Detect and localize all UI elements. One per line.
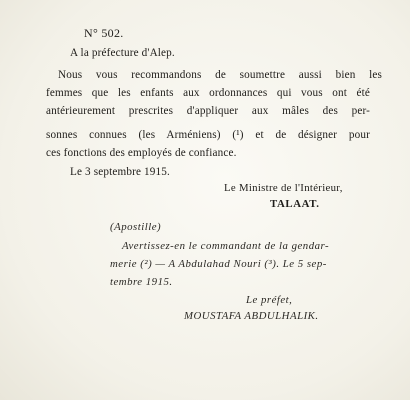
document-number: N° 502. [84,26,124,40]
annotation-signatory: MOUSTAFA ABDULHALIK. [184,310,319,322]
document-date: Le 3 septembre 1915. [70,166,170,178]
annotation-line-1: Avertissez-en le commandant de la gendar- [122,240,330,252]
annotation-line-3: tembre 1915. [110,276,173,288]
signature-title: Le Ministre de l'Intérieur, [224,182,343,194]
annotation-line-2: merie (²) — A Abdulahad Nouri (³). Le 5 sep- [110,258,327,270]
body-line-1: Nous vous recommandons de soumettre aussi bien les [58,69,382,81]
body-line-5: ces fonctions des employés de confiance. [46,147,237,159]
body-line-2: femmes que les enfants aux ordonnances qui vous ont été [46,87,370,99]
annotation-heading: (Apostille) [110,221,162,233]
body-line-3: antérieurement prescrites d'appliquer aux mâles des per- [46,105,370,117]
signature-name: TALAAT. [270,198,320,210]
address-line: A la préfecture d'Alep. [70,47,175,59]
annotation-closing: Le préfet, [246,294,293,306]
body-line-4: sonnes connues (les Arméniens) (¹) et de désigner pour [46,129,370,141]
